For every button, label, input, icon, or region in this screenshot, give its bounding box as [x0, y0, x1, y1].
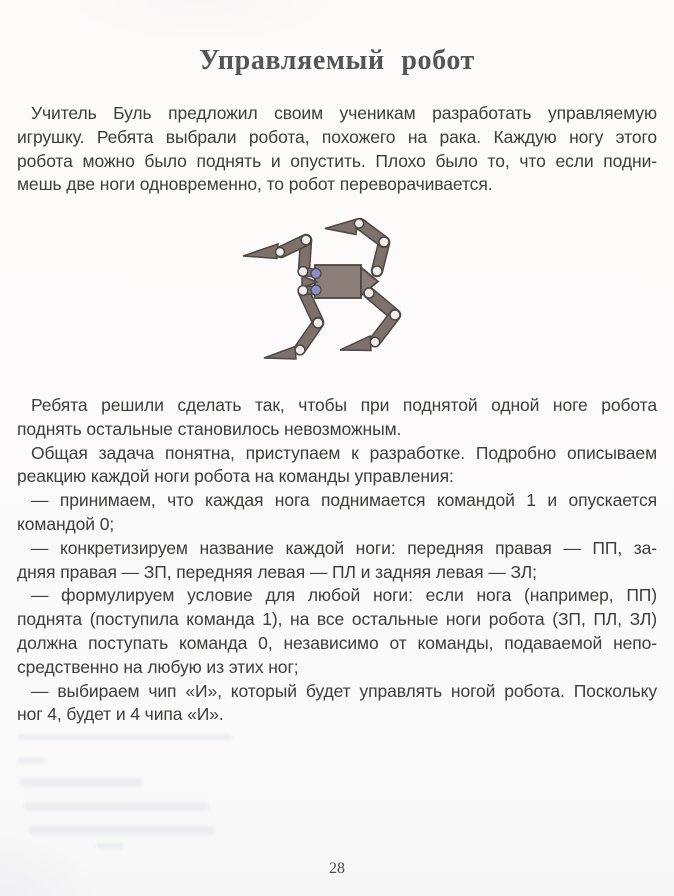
- body-paragraph-block: [17, 394, 657, 727]
- bleedthrough-line: [24, 802, 209, 811]
- text-line: реакцию каждой ноги робота на команды управления:: [17, 466, 454, 487]
- robot-foot-rear-left: [243, 244, 278, 259]
- text-line: — формулируем условие для любой ноги: если нога (например, ПП): [31, 585, 657, 606]
- bleedthrough-line: [18, 734, 232, 740]
- page-number: 28: [329, 860, 345, 877]
- text-line: поднята (поступила команда 1), на все остальные ноги робота (ЗП, ПЛ, ЗЛ): [17, 609, 657, 630]
- text-line: мешь две ноги одновременно, то робот переворачивается.: [17, 174, 493, 195]
- text-line: Учитель Буль предложил своим ученикам разработать управляемую: [31, 103, 657, 123]
- bleedthrough-line: [18, 757, 45, 764]
- text-line: Общая задача понятна, приступаем к разработке. Подробно описываем: [31, 442, 657, 463]
- bleedthrough-line: [96, 843, 123, 849]
- page-title: Управляемый робот: [199, 45, 475, 76]
- text-line: — выбираем чип «И», который будет управлять ногой робота. Поскольку: [31, 680, 657, 701]
- bleedthrough-line: [20, 778, 142, 787]
- robot-leg-bottom-left: [264, 292, 318, 359]
- robot-foot-bottom-right: [340, 336, 371, 351]
- robot-leg-bottom-right: [340, 293, 395, 351]
- text-line: робота можно было поднять и опустить. Плохо было то, что если подни-: [17, 150, 657, 171]
- text-line: игрушку. Ребята выбрали робота, похожего на рака. Каждую ногу этого: [17, 126, 657, 147]
- text-line: ног 4, будет и 4 чипа «И».: [17, 704, 224, 725]
- robot-joint-blue-bottom: [311, 285, 321, 295]
- robot-leg-top-right: [325, 219, 384, 271]
- text-line: — конкретизируем название каждой ноги: передняя правая — ПП, за-: [31, 537, 657, 558]
- text-line: поднять остальные становилось невозможным.: [17, 418, 402, 439]
- text-line: — принимаем, что каждая нога поднимается командой 1 и опускается: [31, 490, 657, 511]
- robot-foot-top-right: [325, 219, 357, 235]
- intro-paragraph-block: [17, 102, 657, 197]
- text-line: должна поступать команда 0, независимо от команды, подаваемой непо-: [17, 632, 657, 653]
- crab-robot-figure: [230, 200, 460, 380]
- robot-leg-rear-left: [243, 240, 306, 270]
- text-line: командой 0;: [17, 513, 115, 534]
- text-line: средственно на любую из этих ног;: [17, 656, 299, 677]
- text-line: Ребята решили сделать так, чтобы при поднятой одной ноге робота: [31, 395, 657, 415]
- robot-illustration: [230, 200, 460, 380]
- robot-joint-blue-top: [311, 269, 321, 279]
- text-line: дняя правая — ЗП, передняя левая — ПЛ и задняя левая — ЗЛ;: [17, 561, 537, 582]
- robot-foot-bottom-left: [264, 347, 296, 360]
- bleedthrough-line: [29, 826, 215, 835]
- robot-body: [315, 265, 361, 298]
